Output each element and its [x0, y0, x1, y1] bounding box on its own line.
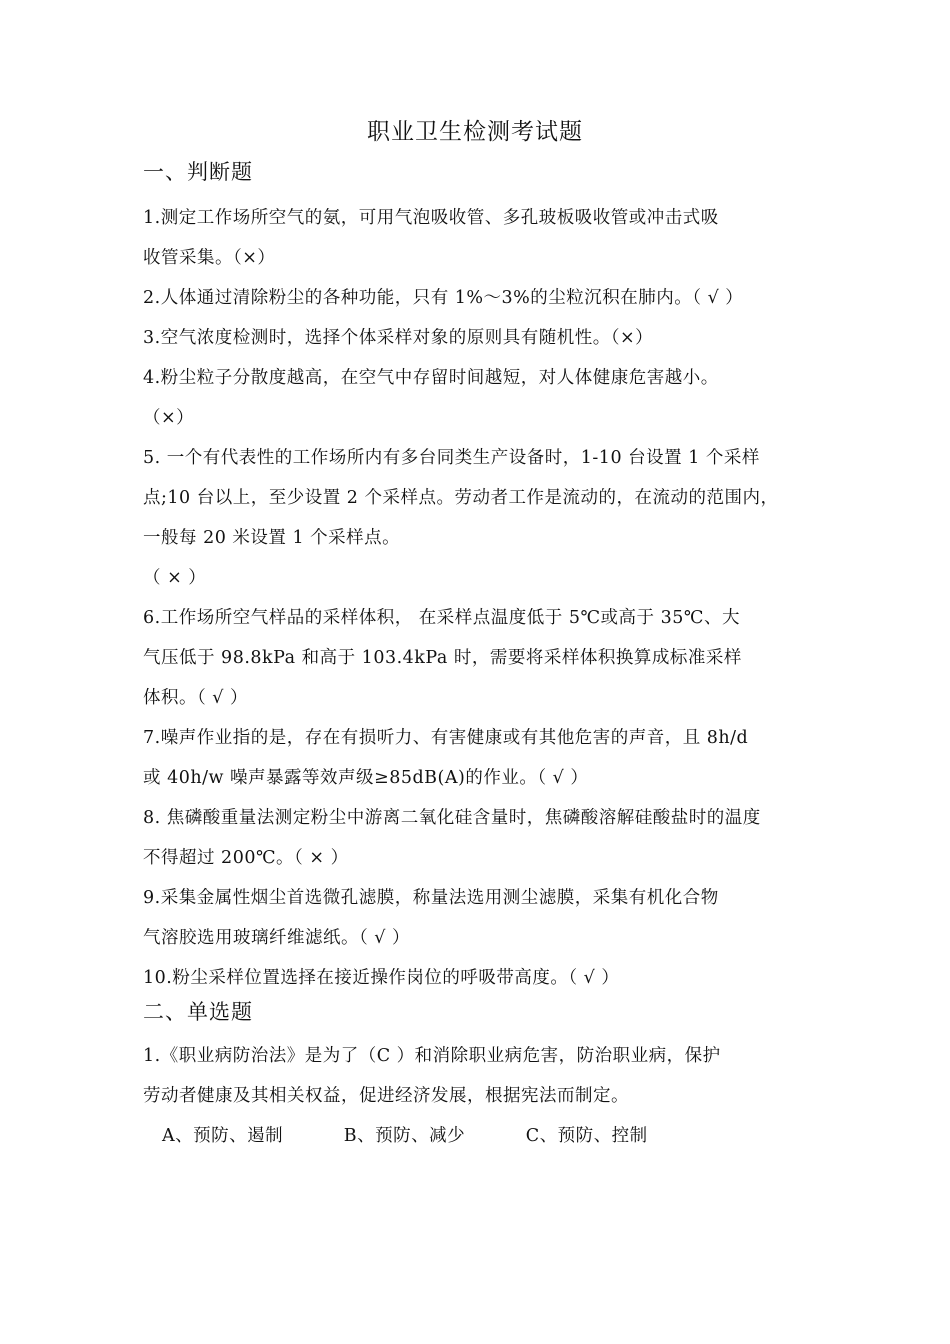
- question-line: （×）: [143, 408, 195, 428]
- option-c: C、预防、控制: [525, 1126, 648, 1146]
- question-line: 1.测定工作场所空气的氨，可用气泡吸收管、多孔玻板吸收管或冲击式吸: [143, 208, 719, 228]
- option-b: B、预防、减少: [343, 1126, 466, 1146]
- question-line: 一般每 20 米设置 1 个采样点。: [143, 528, 401, 548]
- question-line: 点;10 台以上，至少设置 2 个采样点。劳动者工作是流动的，在流动的范围内，: [143, 488, 779, 508]
- document-title: 职业卫生检测考试题: [367, 119, 583, 145]
- question-line: 体积。（ √ ）: [143, 688, 249, 708]
- question-line: 9.采集金属性烟尘首选微孔滤膜，称量法选用测尘滤膜，采集有机化合物: [143, 888, 719, 908]
- question-5: [143, 438, 808, 598]
- section-heading-single-choice: 二、单选题: [143, 1000, 253, 1024]
- question-line: 8. 焦磷酸重量法测定粉尘中游离二氧化硅含量时，焦磷酸溶解硅酸盐时的温度: [143, 808, 761, 828]
- section-heading-true-false: 一、判断题: [143, 160, 253, 184]
- question-line: 气溶胶选用玻璃纤维滤纸。（ √ ）: [143, 928, 411, 948]
- question-8: [143, 798, 808, 878]
- question-line: （ × ）: [143, 568, 207, 588]
- question-line: 气压低于 98.8kPa 和高于 103.4kPa 时，需要将采样体积换算成标准采样: [143, 648, 742, 668]
- question-line: 或 40h/w 噪声暴露等效声级≥85dB(A)的作业。（ √ ）: [143, 768, 589, 788]
- mc-question-1-options: [162, 1116, 648, 1156]
- question-line: 5. 一个有代表性的工作场所内有多台同类生产设备时，1-10 台设置 1 个采样: [143, 448, 760, 468]
- question-3: [143, 318, 808, 358]
- question-line: 收管采集。（×）: [143, 248, 276, 268]
- question-line: 3.空气浓度检测时，选择个体采样对象的原则具有随机性。（×）: [143, 328, 654, 348]
- question-4: [143, 358, 808, 438]
- question-line: 6.工作场所空气样品的采样体积， 在采样点温度低于 5℃或高于 35℃、大: [143, 608, 740, 628]
- option-a: A、预防、遏制: [162, 1126, 284, 1146]
- question-6: [143, 598, 808, 718]
- mc-question-1: [143, 1036, 808, 1116]
- question-line: 10.粉尘采样位置选择在接近操作岗位的呼吸带高度。（ √ ）: [143, 968, 620, 988]
- question-line: 1.《职业病防治法》是为了（C ）和消除职业病危害，防治职业病，保护: [143, 1046, 721, 1066]
- question-1: [143, 198, 808, 278]
- question-line: 劳动者健康及其相关权益，促进经济发展，根据宪法而制定。: [143, 1086, 629, 1106]
- question-line: 4.粉尘粒子分散度越高，在空气中存留时间越短，对人体健康危害越小。: [143, 368, 719, 388]
- question-9: [143, 878, 808, 958]
- question-line: 2.人体通过清除粉尘的各种功能，只有 1%～3%的尘粒沉积在肺内。（ √ ）: [143, 288, 744, 308]
- question-2: [143, 278, 808, 318]
- question-7: [143, 718, 808, 798]
- question-line: 不得超过 200℃。（ × ）: [143, 848, 349, 868]
- question-10: [143, 958, 808, 998]
- question-line: 7.噪声作业指的是，存在有损听力、有害健康或有其他危害的声音，且 8h/d: [143, 728, 749, 748]
